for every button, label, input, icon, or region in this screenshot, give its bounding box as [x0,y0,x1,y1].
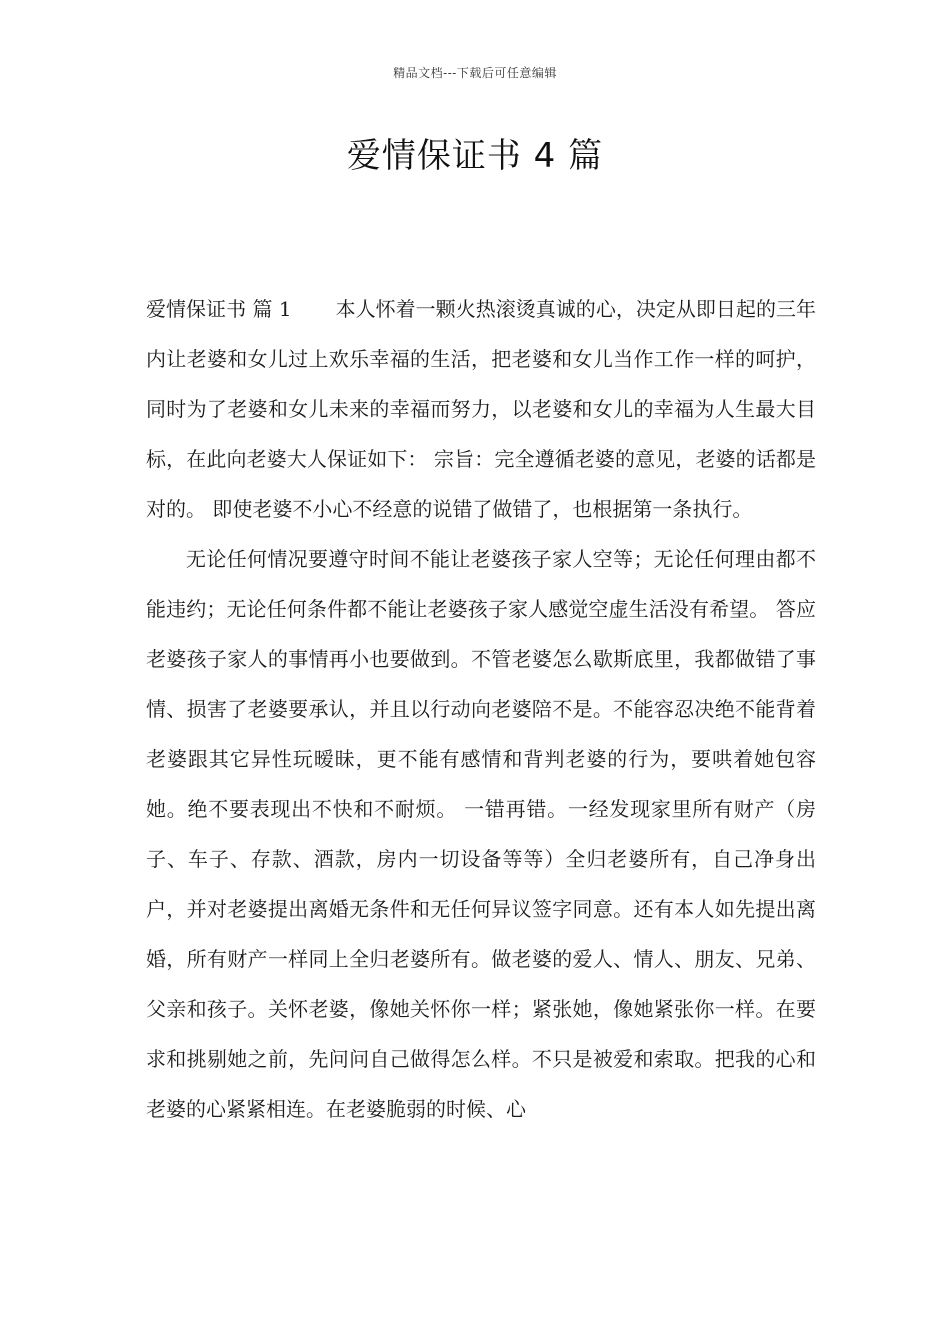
header-note: 精品文档---下载后可任意编辑 [393,66,557,80]
section-label: 爱情保证书 篇 1 [146,297,292,321]
document-title: 爱情保证书 4 篇 [346,136,604,176]
paragraph-2: 无论任何情况要遵守时间不能让老婆孩子家人空等；无论任何理由都不能违约；无论任何条件都不能让老婆孩子家人感觉空虚生活没有希望。 答应老婆孩子家人的事情再小也要做到。不管老婆怎么歇斯底里，我都做错了事情、损害了老婆要承认，并且以行动向老婆陪不是。不能容忍决绝不能背着老婆跟其它异性玩暧昧，更不能有感情和背判老婆的行为，要哄着她包容她。绝不要表现出不快和不耐烦。 一错再错。一经发现家里所有财产（房子、车子、存款、酒款，房内一切设备等等）全归老婆所有，自己净身出户，并对老婆提出离婚无条件和无任何异议签字同意。还有本人如先提出离婚，所有财产一样同上全归老婆所有。做老婆的爱人、情人、朋友、兄弟、父亲和孩子。关怀老婆，像她关怀你一样；紧张她，像她紧张你一样。在要求和挑剔她之前，先问问自己做得怎么样。不只是被爱和索取。把我的心和老婆的心紧紧相连。在老婆脆弱的时候、心 [146,547,816,1121]
paragraph-1 [146,284,816,534]
document-body [146,284,816,1134]
paragraph-1-text: 本人怀着一颗火热滚烫真诚的心，决定从即日起的三年内让老婆和女儿过上欢乐幸福的生活，把老婆和女儿当作工作一样的呵护，同时为了老婆和女儿未来的幸福而努力，以老婆和女儿的幸福为人生最大目标，在此向老婆大人保证如下： 宗旨：完全遵循老婆的意见，老婆的话都是对的。 即使老婆不小心不经意的说错了做错了，也根据第一条执行。 [146,297,816,521]
